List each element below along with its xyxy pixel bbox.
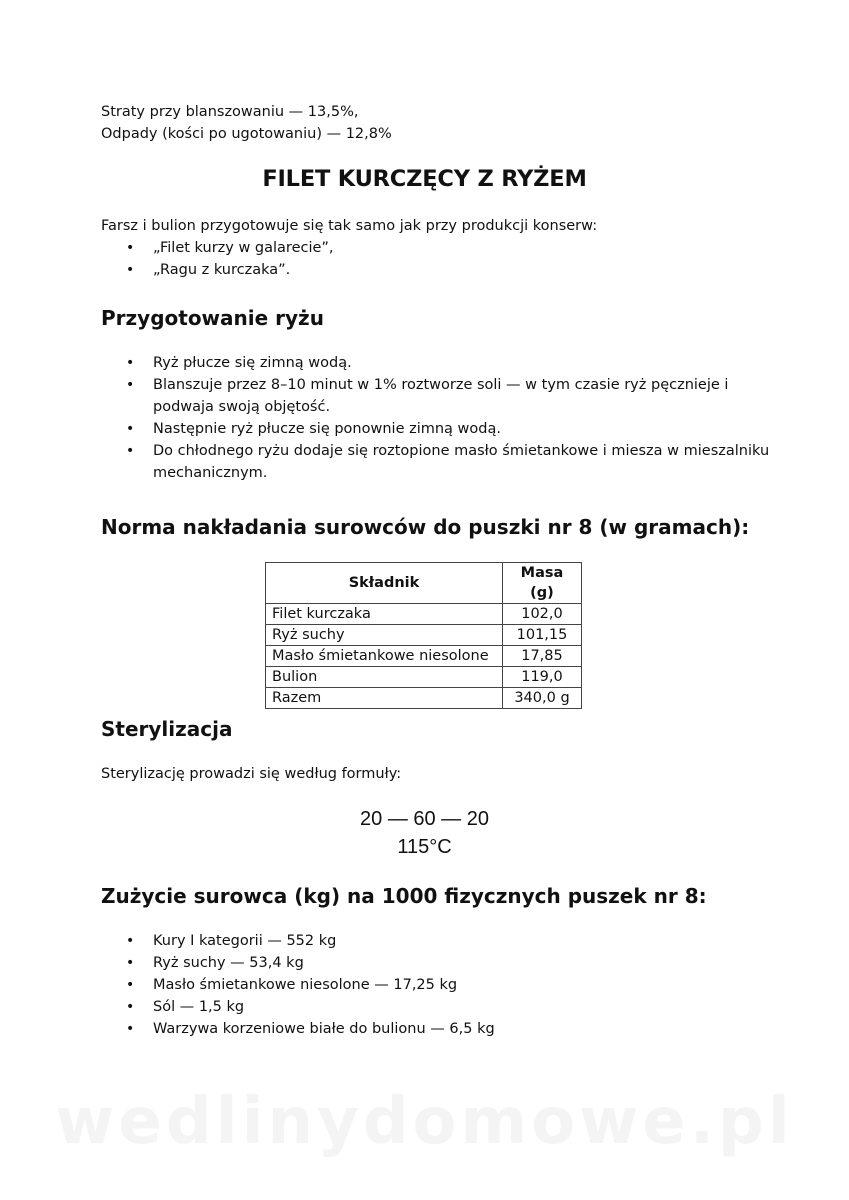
list-item: • Masło śmietankowe niesolone — 17,25 kg: [101, 974, 773, 996]
intro-line-waste: Odpady (kości po ugotowaniu) — 12,8%: [101, 126, 392, 142]
list-item: • Warzywa korzeniowe białe do bulionu — 6,5 kg: [101, 1018, 773, 1040]
cell-ingredient: Ryż suchy: [266, 625, 503, 646]
intro-paragraph: Farsz i bulion przygotowuje się tak samo jak przy produkcji konserw:: [101, 218, 598, 234]
cell-ingredient: Masło śmietankowe niesolone: [266, 646, 503, 667]
cell-mass: 102,0: [503, 604, 582, 625]
list-item: • Ryż suchy — 53,4 kg: [101, 952, 773, 974]
cell-mass: 340,0 g: [503, 688, 582, 709]
table-row: [266, 646, 582, 667]
intro-line-losses: Straty przy blanszowaniu — 13,5%,: [101, 104, 359, 120]
table-header-row: [266, 563, 582, 604]
norm-table: [265, 562, 582, 709]
page-title: FILET KURCZĘCY Z RYŻEM: [262, 166, 587, 192]
list-item: • Następnie ryż płucze się ponownie zimną wodą.: [101, 418, 773, 440]
cell-mass: 101,15: [503, 625, 582, 646]
table-row-total: [266, 688, 582, 709]
list-item: • Blanszuje przez 8–10 minut w 1% roztworze soli — w tym czasie ryż pęcznieje i podwaja swoją objętość.: [101, 374, 773, 418]
list-item: • „Ragu z kurczaka”.: [101, 259, 773, 281]
sterilization-text: Sterylizację prowadzi się według formuły:: [101, 766, 402, 782]
heading-norm: Norma nakładania surowców do puszki nr 8 (w gramach):: [101, 515, 750, 539]
heading-sterilization: Sterylizacja: [101, 717, 233, 741]
heading-consumption: Zużycie surowca (kg) na 1000 fizycznych puszek nr 8:: [101, 884, 707, 908]
list-item: • Ryż płucze się zimną wodą.: [101, 352, 773, 374]
cell-ingredient: Bulion: [266, 667, 503, 688]
column-header-mass: Masa (g): [503, 563, 582, 604]
consumption-bullet-list: [101, 930, 773, 1040]
cell-ingredient: Filet kurczaka: [266, 604, 503, 625]
watermark: wedlinydomowe.pl: [55, 1085, 794, 1159]
list-item: • „Filet kurzy w galarecie”,: [101, 237, 773, 259]
cell-mass: 119,0: [503, 667, 582, 688]
cell-mass: 17,85: [503, 646, 582, 667]
table-row: [266, 667, 582, 688]
table-row: [266, 604, 582, 625]
sterilization-formula-times: 20 — 60 — 20: [360, 808, 489, 830]
cell-ingredient: Razem: [266, 688, 503, 709]
list-item: • Do chłodnego ryżu dodaje się roztopione masło śmietankowe i miesza w mieszalniku mechanicznym.: [101, 440, 773, 484]
list-item: • Kury I kategorii — 552 kg: [101, 930, 773, 952]
rice-bullet-list: [101, 352, 773, 484]
list-item: • Sól — 1,5 kg: [101, 996, 773, 1018]
column-header-ingredient: Składnik: [266, 563, 503, 604]
table-row: [266, 625, 582, 646]
heading-rice-preparation: Przygotowanie ryżu: [101, 306, 324, 330]
intro-bullet-list: [101, 237, 773, 281]
sterilization-formula-temperature: 115°C: [397, 836, 452, 858]
